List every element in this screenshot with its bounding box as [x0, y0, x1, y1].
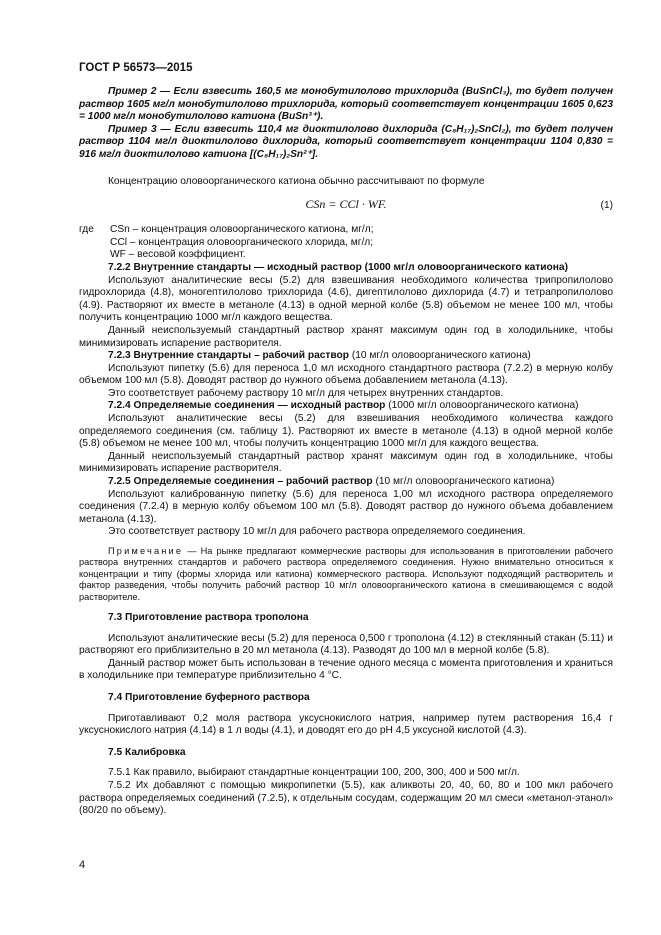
section-7-2-5-heading-rest: (10 мг/л оловоорганического катиона) — [372, 476, 555, 488]
section-7-2-4-heading-bold: 7.2.4 Определяемые соединения — исходный раствор — [108, 400, 386, 412]
section-7-2-4-p2: Данный неиспользуемый стандартный раствор хранят максимум один год в холодильнике, чтобы минимизировать испарение растворителя. — [79, 450, 613, 475]
definition-ccl: CCl – концентрация оловоорганического хлорида, мг/л; — [110, 236, 374, 248]
section-7-4-p1: Приготавливают 0,2 моля раствора уксуснокислого натрия, например путем растворения 16,4 г уксуснокислого натрия (4.14) в 1 л воды (4.1), и доводят его до pH 4,5 уксусной кислотой (4.3). — [79, 712, 613, 737]
definition-wf: WF – весовой коэффициент. — [110, 249, 246, 261]
formula-row — [79, 194, 613, 224]
note-label: Примечание — [108, 546, 184, 556]
section-7-2-3-heading-rest: (10 мг/л оловоорганического катиона) — [348, 350, 531, 362]
formula-intro: Концентрацию оловоорганического катиона обычно рассчитывают по формуле — [108, 175, 485, 187]
section-7-4-heading: 7.4 Приготовление буферного раствора — [108, 692, 310, 703]
where-label: где — [79, 224, 94, 236]
formula-definitions — [79, 224, 613, 262]
formula-expression: CSn = CCl · WF. — [305, 197, 387, 212]
section-7-2-4-heading-rest: (1000 мг/л оловоорганического катиона) — [385, 400, 579, 412]
section-7-2-5-p1: Используют калиброванную пипетку (5.6) для переноса 1,00 мл исходного раствора определяемого соединения (7.2.4) в мерную колбу объемом 100 мл (5.8). Доводят раствор до нужного объема добавлением метанола (4.13). — [79, 488, 613, 525]
definition-csn: CSn – концентрация оловоорганического катиона, мг/л; — [110, 224, 374, 236]
formula-number: (1) — [600, 200, 613, 212]
section-7-2-5-heading — [79, 476, 613, 489]
section-7-2-3-heading — [79, 350, 613, 363]
section-7-5-1: 7.5.1 Как правило, выбирают стандартные концентрации 100, 200, 300, 400 и 500 мг/л. — [108, 767, 520, 779]
document-body — [79, 86, 613, 818]
section-7-5-heading: 7.5 Калибровка — [108, 746, 186, 758]
section-7-5-2: 7.5.2 Их добавляют с помощью микропипетки (5.5), как аликвоты 20, 40, 60, 80 и 100 мкл рабочего раствора определяемых соединений (7.2.5), к отдельным сосудам, содержащим 20 мл смеси «метанол-этанол» (80/20 по объему). — [79, 779, 613, 817]
section-7-3-heading: 7.3 Приготовление раствора трополона — [108, 612, 309, 624]
note-text: — На рынке предлагают коммерческие растворы для использования в приготовлении рабочего раствора внутренних стандартов и рабочего раствора определяемого соединения. Нужно внимательно относиться к концентрации и типу (формы хлорида или катиона) коммерческого раствора. Используют подходящий растворитель и фактор разведения, чтобы получить рабочий раствор 10 мг/л оловоорганического катиона в смешивающемся с водой растворителе. — [79, 546, 613, 602]
section-7-2-5-p2: Это соответствует раствору 10 мг/л для рабочего раствора определяемого соединения. — [108, 526, 526, 538]
section-7-2-2-p1: Используют аналитические весы (5.2) для взвешивания необходимого количества трипропилолово гидрохлорида (4.8), моногептилолово трихлорида (4.6), дигептилолово дихлорида (4.7) и тетрапропилолово (4.9). Растворяют их вместе в метаноле (4.13) в одной мерной колбе (5.8) объемом не менее 100 мл, чтобы получить концентрацию 1000 мг/л каждого вещества. — [79, 274, 613, 324]
example-3: Пример 3 — Если взвесить 110,4 мг диоктилолово дихлорида (C₈H₁₇)₂SnCl₂), то будет получен раствор 1104 мг/л диоктилолово дихлорида, который соответствует концентрации 1104 0,830 = 916 мг/л диоктилолово катиона [(C₈H₁₇)₂Sn²⁺]. — [79, 123, 613, 160]
section-7-2-5-heading-bold: 7.2.5 Определяемые соединения – рабочий раствор — [108, 476, 373, 488]
section-7-2-3-p1: Используют пипетку (5.6) для переноса 1,0 мл исходного стандартного раствора (7.2.2) в мерную колбу объемом 100 мл (5.8). Доводят раствор до нужного объема добавлением метанола (4.13). — [79, 362, 613, 387]
section-7-3-p1: Используют аналитические весы (5.2) для переноса 0,500 г трополона (4.12) в стеклянный стакан (5.11) и растворяют его приблизительно в 20 мл метанола (4.13). Разводят до 100 мл в мерной колбе (5.8). — [79, 632, 613, 657]
section-7-2-3-heading-bold: 7.2.3 Внутренние стандарты – рабочий раствор — [108, 350, 349, 362]
section-7-2-4-heading — [79, 400, 613, 413]
section-7-2-3-p2: Это соответствует рабочему раствору 10 мг/л для четырех внутренних стандартов. — [108, 387, 504, 399]
standard-header: ГОСТ Р 56573—2015 — [79, 62, 193, 74]
page-number: 4 — [79, 859, 86, 871]
note — [79, 546, 613, 603]
example-2: Пример 2 — Если взвесить 160,5 мг монобутилолово трихлорида (BuSnCl₃), то будет получен раствор 1605 мг/л монобутилолово трихлорида, который соответствует концентрации 1605 0,623 = 1000 мг/л монобутилолово катиона (BuSn³⁺). — [79, 86, 613, 123]
section-7-2-2-p2: Данный неиспользуемый стандартный раствор хранят максимум один год в холодильнике, чтобы минимизировать испарение растворителя. — [79, 324, 613, 349]
section-7-3-p2: Данный раствор может быть использован в течение одного месяца с момента приготовления и храниться в холодильнике при температуре приблизительно 4 °C. — [79, 657, 613, 682]
section-7-2-2-heading: 7.2.2 Внутренние стандарты — исходный раствор (1000 мг/л оловоорганического катиона) — [108, 261, 568, 273]
section-7-2-4-p1: Используют аналитические весы (5.2) для взвешивания необходимого количества каждого определяемого соединения (см. таблицу 1). Растворяют их вместе в метаноле (4.13) в одной мерной колбе (5.8) объемом не менее 100 мл, чтобы получить концентрацию 1000 мг/л для каждого вещества. — [79, 413, 613, 450]
